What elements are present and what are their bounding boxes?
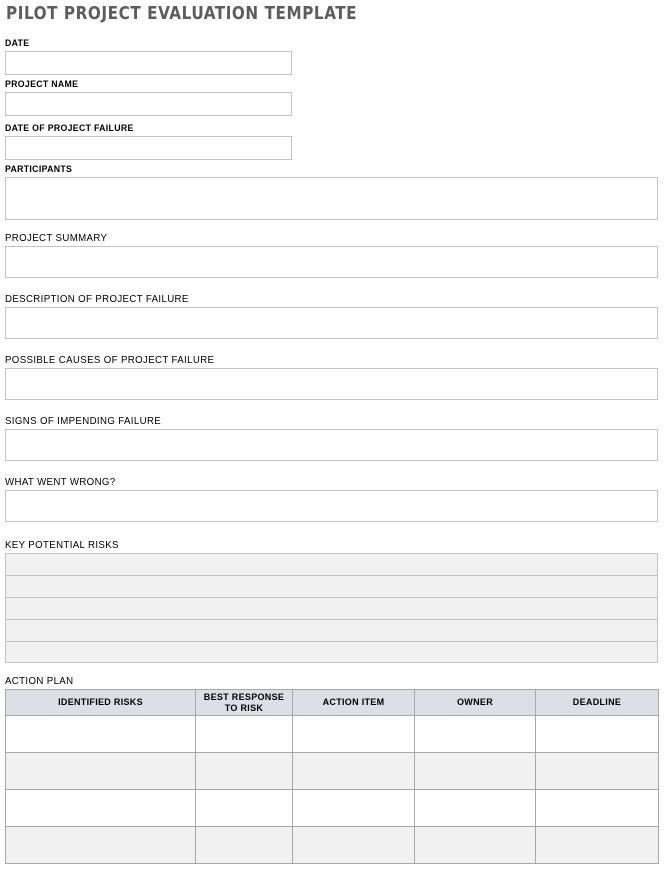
field-label: PROJECT NAME [5, 79, 79, 90]
key-potential-risks-label: KEY POTENTIAL RISKS [5, 539, 119, 551]
risk-row[interactable] [5, 641, 658, 663]
form-field-2 [5, 123, 292, 160]
field-input[interactable] [5, 136, 292, 160]
table-row [6, 827, 659, 864]
table-cell[interactable] [536, 716, 659, 753]
form-field-8 [5, 477, 658, 522]
table-row [6, 753, 659, 790]
action-plan-header-row [6, 690, 659, 716]
column-header-label: BEST RESPONSE TO RISK [203, 691, 285, 713]
table-cell[interactable] [6, 716, 196, 753]
risk-row[interactable] [5, 619, 658, 641]
field-input[interactable] [5, 429, 658, 461]
field-label: DESCRIPTION OF PROJECT FAILURE [5, 293, 189, 305]
risk-row[interactable] [5, 553, 658, 575]
table-cell[interactable] [6, 790, 196, 827]
field-input[interactable] [5, 177, 658, 220]
key-potential-risks-rows [5, 553, 658, 663]
table-row [6, 716, 659, 753]
field-label: WHAT WENT WRONG? [5, 476, 116, 488]
key-potential-risks-section [5, 540, 658, 663]
field-label: PARTICIPANTS [5, 164, 73, 175]
field-label: SIGNS OF IMPENDING FAILURE [5, 415, 162, 427]
field-input[interactable] [5, 51, 292, 75]
field-label: DATE [5, 38, 30, 49]
risk-row[interactable] [5, 597, 658, 619]
table-cell[interactable] [6, 753, 196, 790]
action-plan-column-header [6, 690, 196, 716]
table-cell[interactable] [415, 790, 536, 827]
action-plan-table-body [6, 716, 659, 864]
table-cell[interactable] [293, 827, 415, 864]
action-plan-table-head [6, 690, 659, 716]
table-cell[interactable] [415, 827, 536, 864]
form-field-0 [5, 38, 292, 75]
table-cell[interactable] [536, 753, 659, 790]
table-cell[interactable] [415, 753, 536, 790]
form-field-7 [5, 416, 658, 461]
action-plan-column-header [415, 690, 536, 716]
field-input[interactable] [5, 92, 292, 116]
field-label: POSSIBLE CAUSES OF PROJECT FAILURE [5, 354, 215, 366]
action-plan-column-header [293, 690, 415, 716]
page-title: PILOT PROJECT EVALUATION TEMPLATE [6, 3, 358, 24]
table-cell[interactable] [536, 827, 659, 864]
table-cell[interactable] [196, 827, 293, 864]
column-header-label: ACTION ITEM [322, 697, 385, 707]
table-cell[interactable] [293, 790, 415, 827]
column-header-label: OWNER [457, 697, 493, 707]
action-plan-column-header [536, 690, 659, 716]
table-cell[interactable] [536, 790, 659, 827]
form-field-3 [5, 164, 658, 220]
table-row [6, 790, 659, 827]
table-cell[interactable] [293, 753, 415, 790]
field-input[interactable] [5, 490, 658, 522]
action-plan-section [5, 676, 659, 864]
risk-row[interactable] [5, 575, 658, 597]
table-cell[interactable] [196, 790, 293, 827]
field-input[interactable] [5, 246, 658, 278]
form-field-4 [5, 233, 658, 278]
column-header-label: DEADLINE [572, 697, 622, 707]
column-header-label: IDENTIFIED RISKS [58, 697, 143, 707]
action-plan-label: ACTION PLAN [5, 675, 74, 687]
table-cell[interactable] [293, 716, 415, 753]
field-label: PROJECT SUMMARY [5, 232, 108, 244]
table-cell[interactable] [6, 827, 196, 864]
field-input[interactable] [5, 368, 658, 400]
table-cell[interactable] [196, 753, 293, 790]
field-input[interactable] [5, 307, 658, 339]
field-label: DATE OF PROJECT FAILURE [5, 123, 134, 134]
form-field-1 [5, 79, 292, 116]
form-field-6 [5, 355, 658, 400]
action-plan-table [5, 689, 659, 864]
table-cell[interactable] [196, 716, 293, 753]
table-cell[interactable] [415, 716, 536, 753]
action-plan-column-header [196, 690, 293, 716]
form-field-5 [5, 294, 658, 339]
